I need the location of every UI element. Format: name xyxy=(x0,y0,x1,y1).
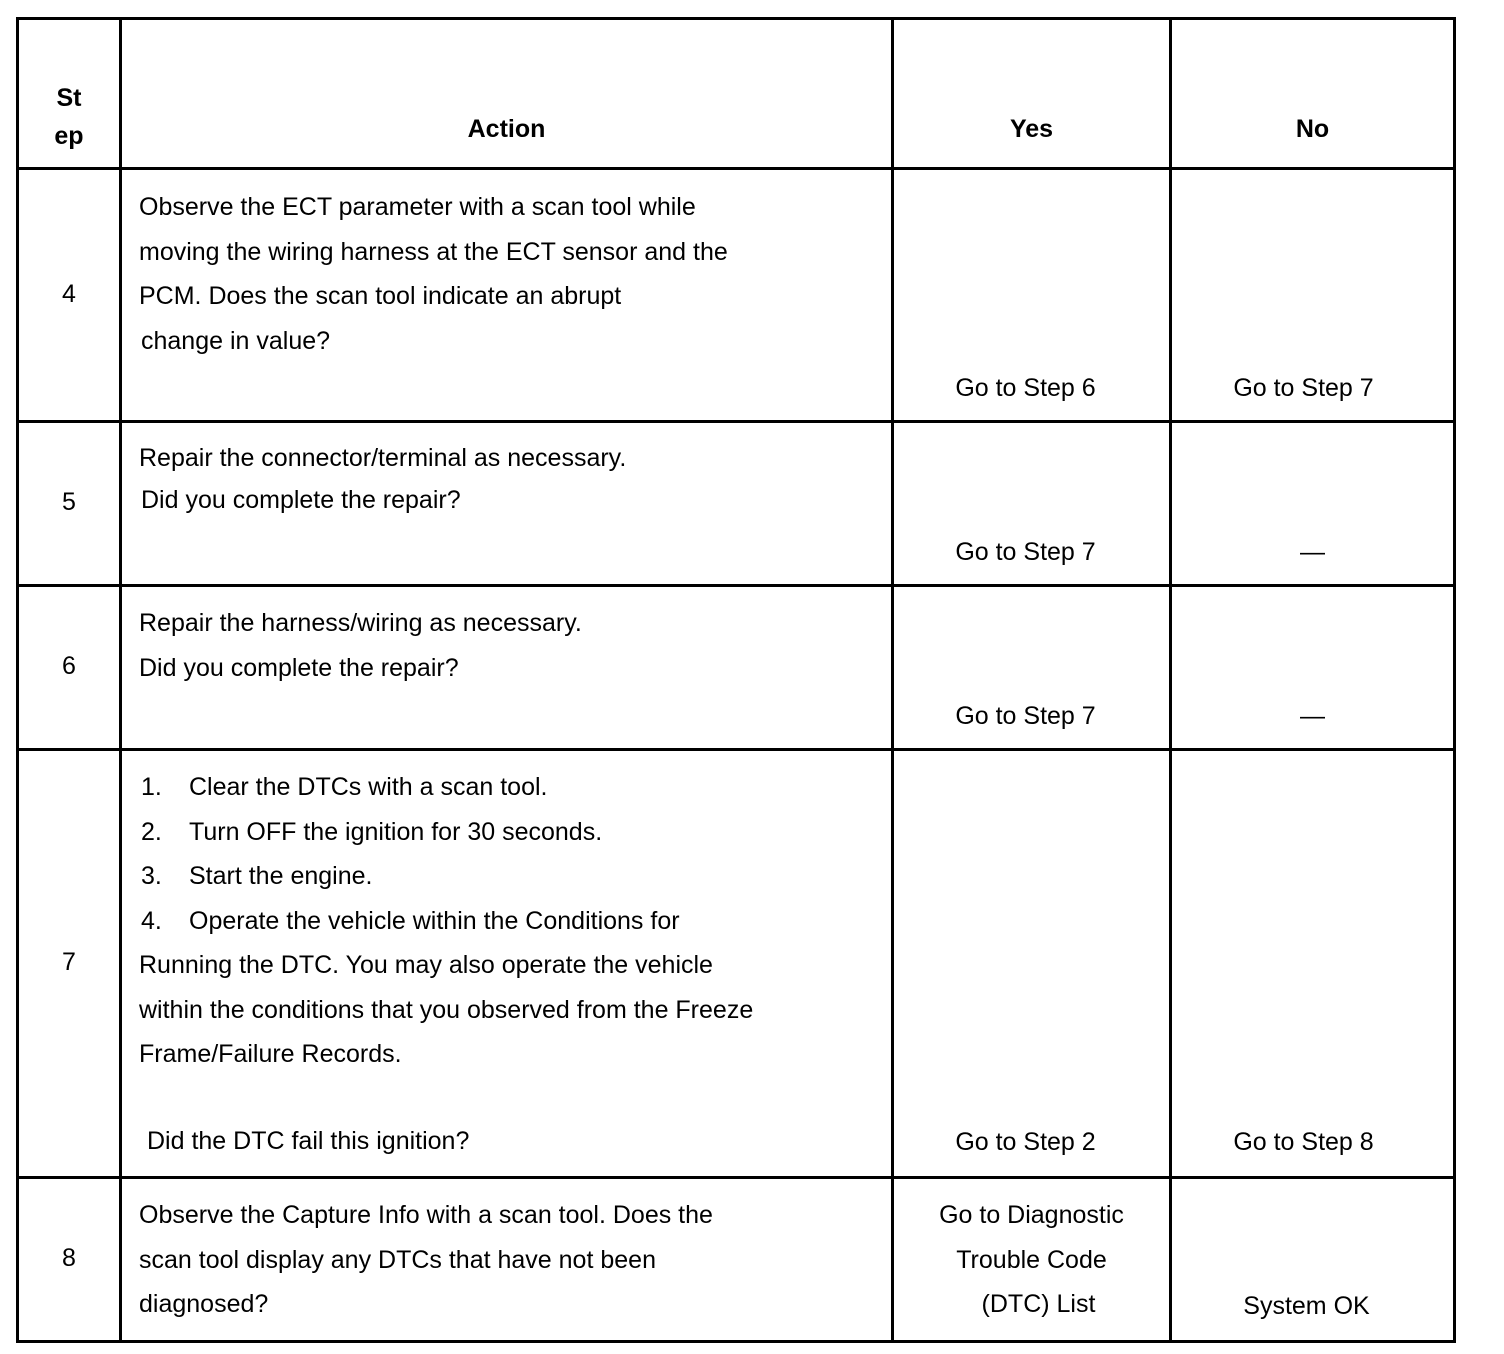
action-line: scan tool display any DTCs that have not been xyxy=(139,1245,656,1274)
table-row xyxy=(18,750,1455,1178)
action-line: Observe the ECT parameter with a scan tool while xyxy=(139,193,696,221)
step-number: 4 xyxy=(62,279,76,308)
step-number: 8 xyxy=(62,1244,76,1273)
spacer xyxy=(139,1077,891,1119)
action-cell xyxy=(121,1178,893,1342)
action-line: moving the wiring harness at the ECT sensor and the xyxy=(139,237,728,266)
action-cell xyxy=(121,422,893,586)
yes-cell xyxy=(893,169,1171,422)
no-cell xyxy=(1171,750,1455,1178)
step-cell xyxy=(18,1178,121,1342)
diagnostic-table xyxy=(16,17,1456,1343)
list-text: Operate the vehicle within the Conditions for xyxy=(189,906,680,935)
action-question: Did the DTC fail this ignition? xyxy=(147,1126,470,1155)
list-text: Clear the DTCs with a scan tool. xyxy=(189,773,548,801)
action-line: change in value? xyxy=(141,326,331,355)
header-no-label: No xyxy=(1295,114,1330,143)
step-number: 6 xyxy=(62,652,76,681)
step-cell xyxy=(18,169,121,422)
yes-result-line: Go to Diagnostic xyxy=(939,1201,1124,1229)
action-line: Repair the harness/wiring as necessary. xyxy=(139,609,582,637)
no-cell xyxy=(1171,169,1455,422)
yes-result: Go to Step 7 xyxy=(955,537,1096,566)
no-result: Go to Step 8 xyxy=(1233,1127,1374,1156)
yes-cell xyxy=(893,586,1171,750)
no-result: System OK xyxy=(1243,1291,1370,1320)
table-row xyxy=(18,586,1455,750)
yes-cell xyxy=(893,1178,1171,1342)
step-cell xyxy=(18,586,121,750)
no-cell xyxy=(1171,586,1455,750)
header-action xyxy=(121,19,893,169)
list-text: Start the engine. xyxy=(189,862,373,890)
list-number: 4. xyxy=(141,906,162,935)
action-line: Repair the connector/terminal as necessary. xyxy=(139,444,627,472)
list-number: 3. xyxy=(141,862,162,890)
header-no xyxy=(1171,19,1455,169)
action-cell xyxy=(121,586,893,750)
action-line: diagnosed? xyxy=(139,1290,269,1318)
list-item xyxy=(139,765,891,810)
yes-cell xyxy=(893,422,1171,586)
action-line: within the conditions that you observed from the Freeze xyxy=(139,995,754,1024)
yes-result-line: Trouble Code xyxy=(956,1245,1107,1274)
action-line: Observe the Capture Info with a scan tool. Does the xyxy=(139,1201,713,1229)
yes-result: Go to Step 6 xyxy=(955,373,1096,402)
header-yes xyxy=(893,19,1171,169)
header-step xyxy=(18,19,121,169)
header-action-label: Action xyxy=(467,114,546,143)
table-row xyxy=(18,422,1455,586)
step-number: 5 xyxy=(62,488,76,517)
header-step-line2: ep xyxy=(54,122,84,150)
action-line: Did you complete the repair? xyxy=(139,653,459,682)
action-line: Running the DTC. You may also operate the vehicle xyxy=(139,951,713,979)
action-line: Frame/Failure Records. xyxy=(139,1040,402,1068)
table-row xyxy=(18,169,1455,422)
no-cell xyxy=(1171,1178,1455,1342)
yes-result-line: (DTC) List xyxy=(981,1290,1096,1318)
list-item xyxy=(139,810,891,855)
list-number: 2. xyxy=(141,817,162,846)
list-item xyxy=(139,854,891,899)
no-result: Go to Step 7 xyxy=(1233,373,1374,402)
list-item xyxy=(139,899,891,944)
step-cell xyxy=(18,750,121,1178)
list-number: 1. xyxy=(141,773,162,801)
step-cell xyxy=(18,422,121,586)
step-number: 7 xyxy=(62,948,76,977)
no-result: — xyxy=(1300,701,1325,730)
header-step-line1: St xyxy=(56,84,82,112)
no-cell xyxy=(1171,422,1455,586)
no-result: — xyxy=(1300,537,1325,566)
action-line: Did you complete the repair? xyxy=(141,486,461,514)
action-line: PCM. Does the scan tool indicate an abrupt xyxy=(139,282,622,310)
yes-cell xyxy=(893,750,1171,1178)
header-row xyxy=(18,19,1455,169)
list-text: Turn OFF the ignition for 30 seconds. xyxy=(189,817,603,846)
yes-result: Go to Step 2 xyxy=(955,1127,1096,1156)
yes-result: Go to Step 7 xyxy=(955,701,1096,730)
action-cell xyxy=(121,169,893,422)
header-yes-label: Yes xyxy=(1009,114,1054,143)
table-row xyxy=(18,1178,1455,1342)
action-cell xyxy=(121,750,893,1178)
